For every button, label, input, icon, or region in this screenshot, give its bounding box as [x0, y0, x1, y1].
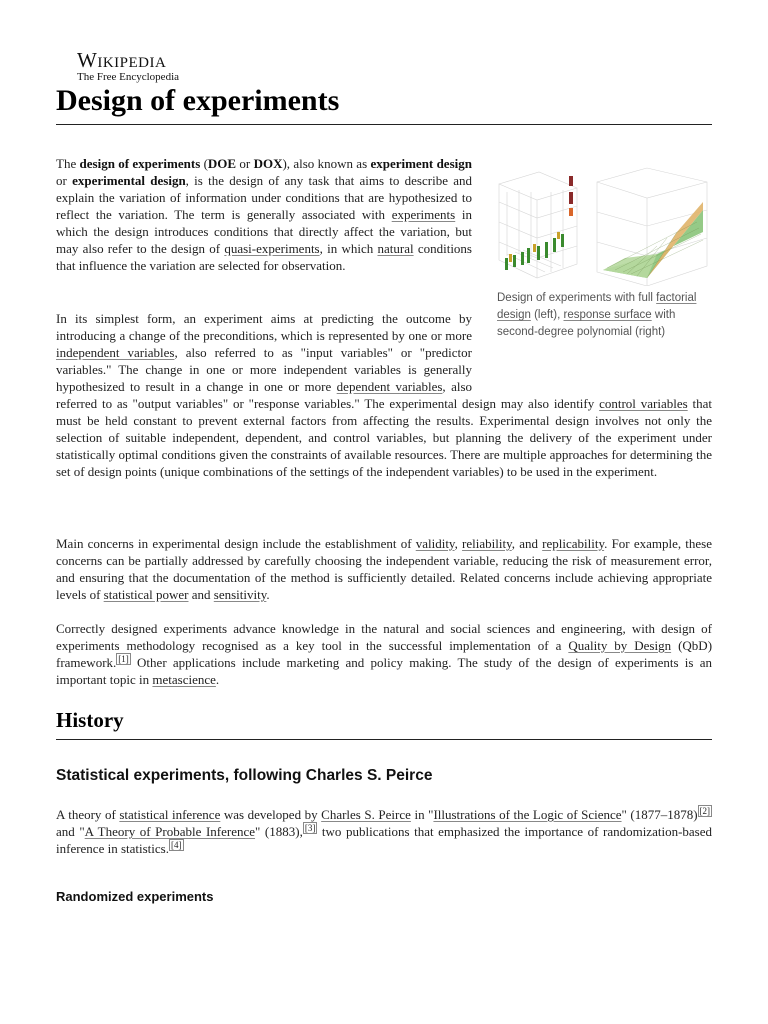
body-text: in ": [410, 807, 434, 822]
body-text: Other applications include marketing and policy making. The study of the design of experiments is an important topic in: [56, 655, 712, 687]
bold-term: DOX: [253, 156, 283, 171]
body-text: , also referred to as "output variables" or "response variables." The experimental design may also identify: [56, 379, 600, 411]
a-theory-of-probable-inference-link[interactable]: A Theory of Probable Inference: [84, 824, 256, 839]
body-text: or: [236, 156, 254, 171]
randomized-heading: Randomized experiments: [56, 889, 214, 904]
body-text: and: [188, 587, 214, 602]
body-text: Main concerns in experimental design include the establishment of: [56, 536, 416, 551]
body-text: was developed by: [220, 807, 322, 822]
body-text: (QbD) framework.: [56, 638, 713, 670]
body-text: , in which: [319, 241, 378, 256]
body-text: " (1883),: [255, 824, 303, 839]
citation-2[interactable]: [2]: [699, 805, 711, 816]
body-text: , and: [511, 536, 543, 551]
replicability-link[interactable]: replicability: [542, 536, 605, 551]
body-text: conditions that influence the variation are selected for observation.: [56, 241, 472, 273]
bold-term: design of experiments: [79, 156, 201, 171]
body-text: and ": [56, 824, 85, 839]
bold-term: experimental design: [72, 173, 186, 188]
statistical-power-link[interactable]: statistical power: [103, 587, 189, 602]
body-text: ), also known as: [282, 156, 371, 171]
body-text: In its simplest form, an experiment aims at predicting the outcome by introducing a change of the preconditions, which is represented by one or more: [56, 311, 472, 343]
doe-plots-image: [497, 162, 709, 286]
wikipedia-logo[interactable]: [77, 50, 179, 83]
page-title: Design of experiments: [56, 84, 340, 117]
citation-4[interactable]: [4]: [171, 839, 182, 850]
illustrations-of-the-logic-of-science-link[interactable]: Illustrations of the Logic of Science: [433, 807, 622, 822]
intro-paragraph: [56, 155, 472, 274]
charles-s-peirce-link[interactable]: Charles S. Peirce: [321, 807, 411, 822]
history-divider: [56, 739, 712, 740]
main-concerns-paragraph: [56, 535, 712, 603]
caption-text-3: with second-degree polynomial (right): [497, 309, 676, 338]
quasi-experiments-link[interactable]: quasi-experiments: [224, 241, 320, 256]
quality-by-design-link[interactable]: Quality by Design: [568, 638, 672, 653]
reliability-link[interactable]: reliability: [462, 536, 512, 551]
body-text: . For example, these concerns can be partially addressed by carefully choosing the independent variable, reducing the risk of measurement error, and ensuring that the documentation of the method is sufficiently detailed. Related concerns include achieving appropriate levels of: [56, 536, 712, 602]
body-text: .: [215, 672, 220, 687]
body-text: .: [266, 587, 270, 602]
caption-text-2: (left),: [530, 309, 564, 321]
natural-link[interactable]: natural: [377, 241, 414, 256]
control-variables-link[interactable]: control variables: [599, 396, 688, 411]
citation-3[interactable]: [3]: [304, 822, 316, 833]
dependent-variables-link[interactable]: dependent variables: [336, 379, 443, 394]
metascience-link[interactable]: metascience: [152, 672, 216, 687]
body-text: ,: [454, 536, 463, 551]
citation-1[interactable]: [1]: [118, 653, 129, 664]
body-text: " (1877–1878): [621, 807, 698, 822]
figure-image[interactable]: [497, 162, 709, 286]
caption-text-1: Design of experiments with full: [497, 292, 657, 304]
body-text: in which the design introduces conditions that directly affect the variation, but may also refer to the design of: [56, 207, 472, 256]
logo-wordmark: Wikipedia: [77, 48, 167, 72]
logo-tagline: The Free Encyclopedia: [77, 71, 180, 83]
peirce-paragraph: [56, 806, 712, 857]
statistical-inference-link[interactable]: statistical inference: [119, 807, 221, 822]
simplest-form-paragraph: [56, 310, 712, 480]
body-text: , also referred to as "input variables" or "predictor variables." The change in one or more independent variables is generally hypothesized to result in a change in one or more: [56, 345, 472, 394]
body-text: A theory of: [56, 807, 120, 822]
history-heading: History: [56, 708, 124, 732]
body-text: or: [56, 173, 73, 188]
peirce-heading: Statistical experiments, following Charles S. Peirce: [56, 767, 433, 784]
response-surface-link[interactable]: response surface: [563, 309, 652, 321]
title-divider: [56, 124, 712, 125]
body-text: The: [56, 156, 80, 171]
body-text: two publications that emphasized the importance of randomization-based inference in statistics.: [56, 824, 713, 856]
correct-design-paragraph: [56, 620, 712, 688]
body-text: (: [200, 156, 208, 171]
body-text: , is the design of any task that aims to describe and explain the variation of information under conditions that are hypothesized to reflect the variation. The term is generally associated with: [56, 173, 472, 222]
independent-variables-link[interactable]: independent variables: [56, 345, 175, 360]
experiments-link[interactable]: experiments: [391, 207, 456, 222]
body-text: Correctly designed experiments advance knowledge in the natural and social sciences and engineering, with design of experiments methodology recognised as a key tool in the successful implementation of a: [56, 621, 712, 653]
bold-term: DOE: [207, 156, 237, 171]
sensitivity-link[interactable]: sensitivity: [213, 587, 267, 602]
body-text: that must be held constant to prevent external factors from affecting the results. Experimental design involves not only the selection of suitable independent, dependent, and control variables, but planning the delivery of the experiment under statistically optimal conditions given the constraints of available resources. There are multiple approaches for determining the set of design points (unique combinations of the settings of the independent variables) to be used in the experiment.: [56, 396, 712, 479]
bold-term: experiment design: [370, 156, 472, 171]
validity-link[interactable]: validity: [415, 536, 455, 551]
factorial-design-link[interactable]: factorial design: [497, 292, 697, 321]
figure-float-spacer: [472, 310, 712, 395]
